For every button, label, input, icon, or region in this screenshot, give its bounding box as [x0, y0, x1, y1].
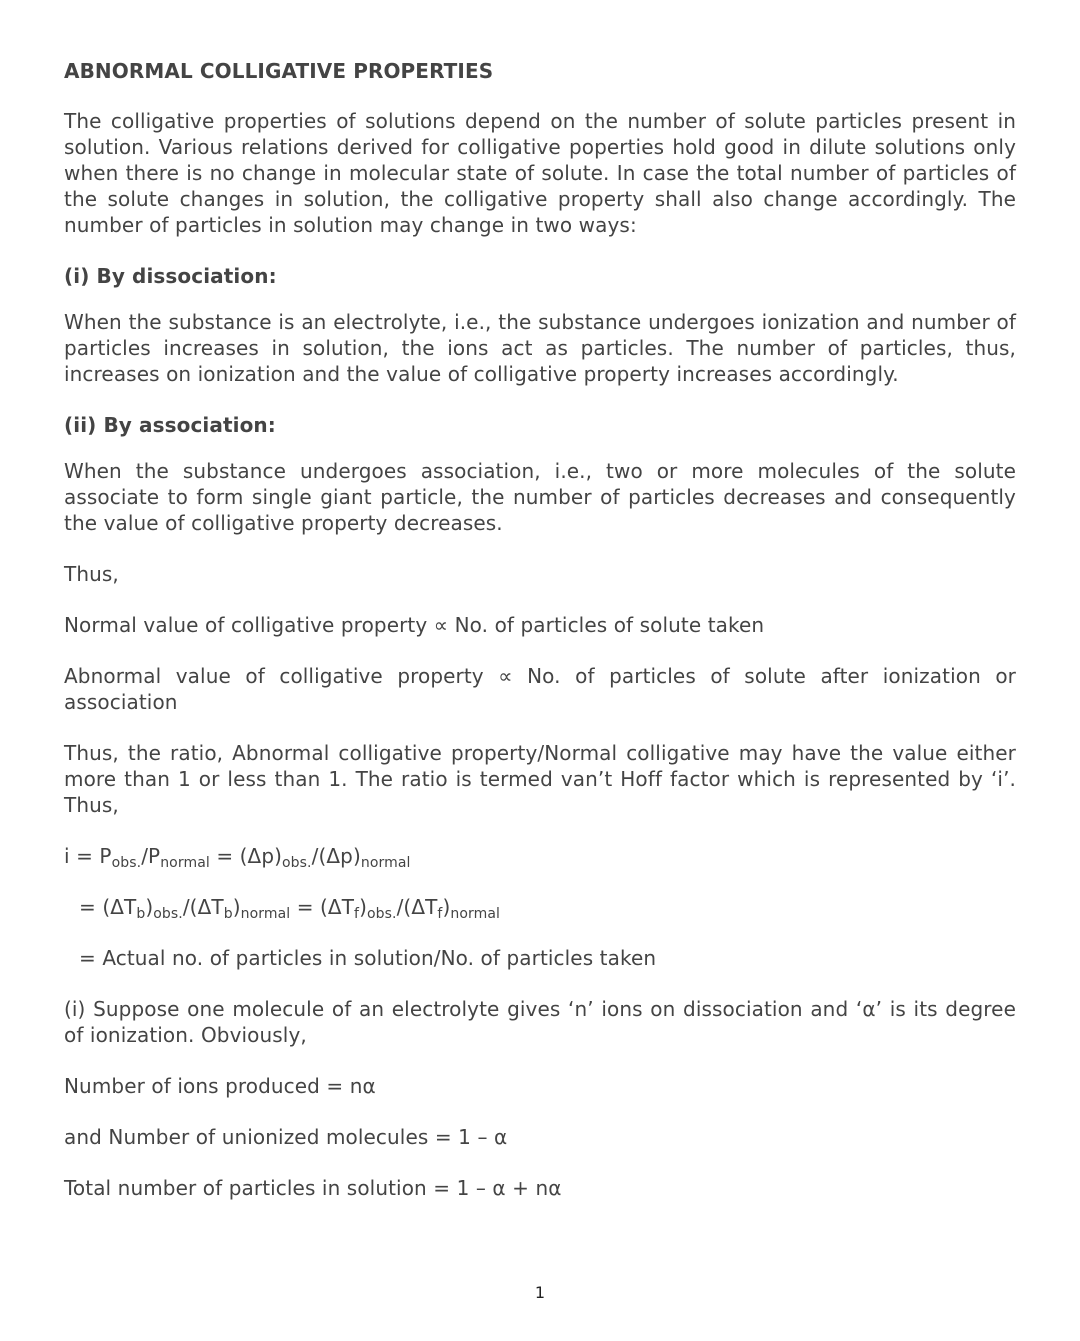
document-title: ABNORMAL COLLIGATIVE PROPERTIES [64, 59, 494, 83]
eq1-mid: = (Δp) [209, 844, 283, 868]
eq2-a: = (ΔT [79, 895, 137, 919]
page-number: 1 [534, 1283, 546, 1302]
normal-value-line: Normal value of colligative property ∝ No. of particles of solute taken [64, 613, 765, 637]
eq1-sub-normal-2: normal [360, 855, 411, 871]
eq2-d-2: /(ΔT [396, 895, 438, 919]
section-heading-association: (ii) By association: [64, 413, 276, 437]
eq2-sub-obs-2: obs. [366, 906, 397, 922]
eq1-sub-normal: normal [160, 855, 210, 871]
dissociation-paragraph: When the substance is an electrolyte, i.e., the substance undergoes ionization and number of particles increases in solution, the ions act as particles. The number of particles, thus, increases on ionization and the value of colligative property increases accordingly. [64, 310, 1016, 386]
section-heading-dissociation: (i) By dissociation: [64, 264, 277, 288]
eq2-close-3: ) [359, 895, 367, 919]
eq2-d: /(ΔT [182, 895, 224, 919]
eq2-sub-normal-2: normal [450, 906, 501, 922]
eq2-sub-f-2: f [437, 906, 443, 922]
eq2-sub-b-2: b [223, 906, 233, 922]
vant-hoff-equation-3: = Actual no. of particles in solution/No. of particles taken [79, 946, 657, 970]
eq1-slash-2: /(Δp) [311, 844, 361, 868]
eq1-lhs: i = P [64, 844, 112, 868]
eq2-sub-f: f [354, 906, 360, 922]
total-particles-line: Total number of particles in solution = 1 – α + nα [64, 1176, 562, 1200]
abnormal-value-line: Abnormal value of colligative property ∝ No. of particles of solute after ionization or association [64, 664, 1016, 714]
eq2-e: = (ΔT [290, 895, 355, 919]
vant-hoff-equation-1 [64, 843, 1016, 869]
eq1-slash: /P [141, 844, 161, 868]
suppose-paragraph: (i) Suppose one molecule of an electrolyte gives ‘n’ ions on dissociation and ‘α’ is its degree of ionization. Obviously, [64, 997, 1016, 1047]
eq1-sub-obs: obs. [111, 855, 142, 871]
eq2-sub-normal: normal [240, 906, 291, 922]
eq2-close: ) [145, 895, 154, 919]
eq2-sub-b: b [136, 906, 146, 922]
ratio-paragraph: Thus, the ratio, Abnormal colligative property/Normal colligative may have the value either more than 1 or less than 1. The ratio is termed van’t Hoff factor which is represented by ‘i’. Thus, [64, 741, 1016, 817]
eq1-sub-obs-2: obs. [282, 855, 312, 871]
eq2-sub-obs: obs. [153, 906, 183, 922]
association-paragraph: When the substance undergoes association, i.e., two or more molecules of the solute associate to form single giant particle, the number of particles decreases and consequently the value of colligative property decreases. [64, 459, 1016, 535]
intro-paragraph: The colligative properties of solutions depend on the number of solute particles present in solution. Various relations derived for colligative poperties hold good in dilute solutions only when there is no change in molecular state of solute. In case the total number of particles of the solute changes in solution, the colligative property shall also change accordingly. The number of particles in solution may change in two ways: [64, 109, 1016, 237]
unionized-molecules-line: and Number of unionized molecules = 1 – α [64, 1125, 508, 1149]
eq2-close-4: ) [442, 895, 451, 919]
document-page [64, 58, 1016, 1226]
eq2-close-2: ) [232, 895, 241, 919]
thus-line: Thus, [64, 562, 119, 586]
ions-produced-line: Number of ions produced = nα [64, 1074, 376, 1098]
vant-hoff-equation-2 [64, 894, 1016, 920]
